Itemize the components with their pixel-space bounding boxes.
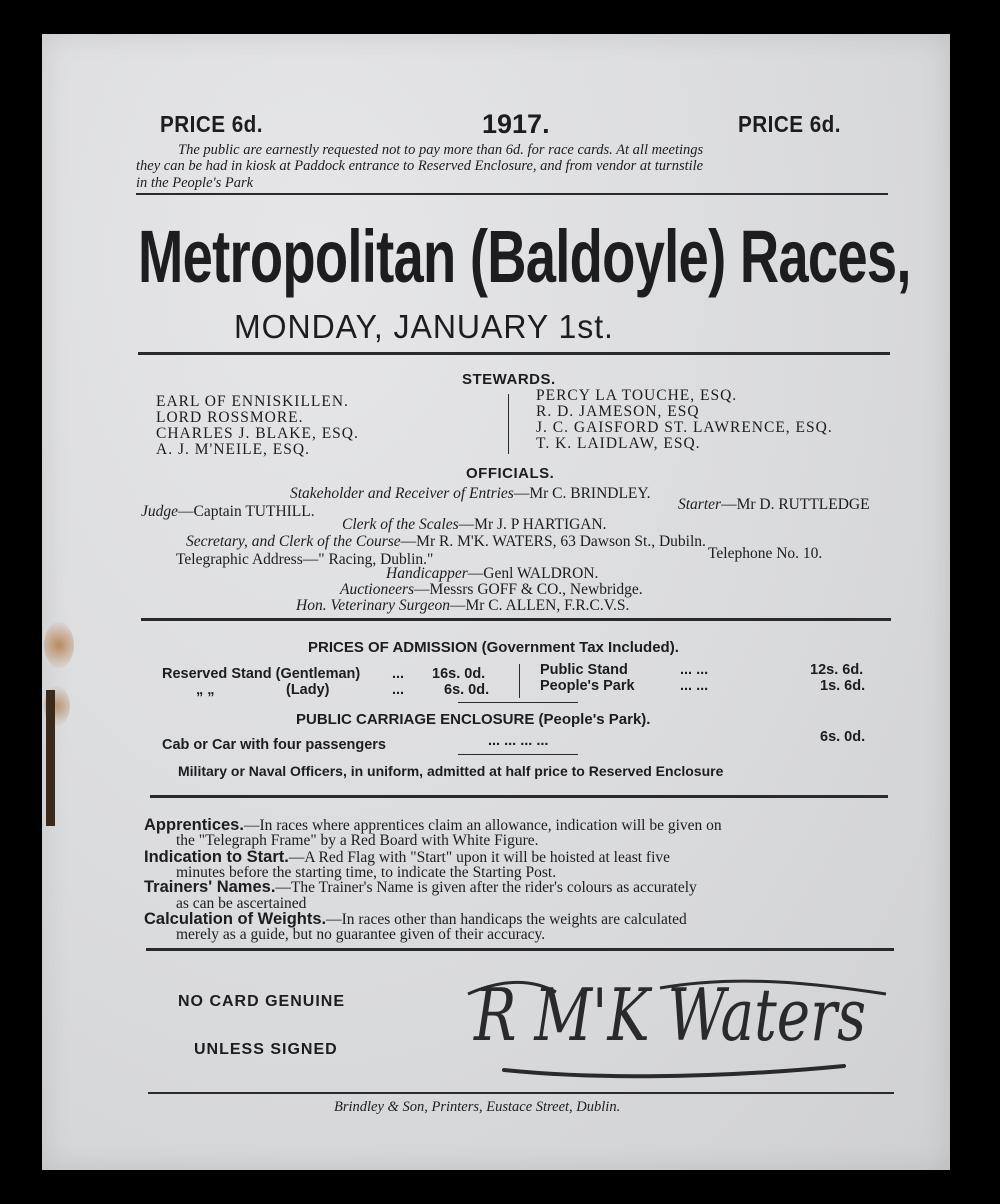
military-notice: Military or Naval Officers, in uniform, admitted at half price to Reserved Enclosure — [178, 763, 724, 779]
note-text: the "Telegraph Frame" by a Red Board with White Figure. — [176, 832, 539, 849]
note-label: Trainers' Names. — [144, 878, 276, 896]
steward-right: J. C. GAISFORD ST. LAWRENCE, ESQ. — [536, 419, 833, 436]
note-text: minutes before the starting time, to indicate the Starting Post. — [176, 864, 557, 881]
steward-right: T. K. LAIDLAW, ESQ. — [536, 435, 701, 452]
short-rule — [458, 702, 578, 703]
telephone: Telephone No. 10. — [708, 545, 823, 562]
official-secretary — [186, 534, 706, 550]
carriage-heading: PUBLIC CARRIAGE ENCLOSURE (People's Park). — [296, 711, 651, 728]
reserved-lady-price: 6s. 0d. — [444, 682, 490, 698]
steward-left: EARL OF ENNISKILLEN. — [156, 393, 349, 410]
public-stand-price: 12s. 6d. — [810, 662, 864, 678]
official-name: —Mr J. P HARTIGAN. — [458, 516, 607, 533]
unless-signed: UNLESS SIGNED — [194, 1041, 338, 1058]
telegraphic-address: Telegraphic Address—" Racing, Dublin." — [176, 551, 434, 568]
note-trainers — [144, 879, 697, 896]
printer-credit: Brindley & Son, Printers, Eustace Street, Dublin. — [334, 1099, 621, 1115]
official-role: Hon. Veterinary Surgeon — [296, 597, 450, 614]
note-text: as can be ascertained — [176, 895, 307, 912]
reserved-gentleman-price: 16s. 0d. — [432, 666, 486, 682]
cab-label: Cab or Car with four passengers — [162, 737, 386, 753]
divider — [136, 193, 888, 195]
steward-left: LORD ROSSMORE. — [156, 409, 304, 426]
dots: ... ... ... ... — [488, 733, 549, 749]
notice-line-2: they can be had in kiosk at Paddock entrance to Reserved Enclosure, and from vendor at turnstile — [136, 158, 704, 174]
dots: ... ... — [680, 678, 709, 694]
steward-left: CHARLES J. BLAKE, ESQ. — [156, 425, 359, 442]
steward-left: A. J. M'NEILE, ESQ. — [156, 441, 310, 458]
official-judge — [141, 504, 315, 520]
official-name: —Messrs GOFF & CO., Newbridge. — [414, 581, 643, 598]
steward-divider — [508, 394, 509, 454]
official-role: Handicapper — [386, 565, 468, 582]
torn-edge — [46, 690, 55, 826]
official-role: Starter — [678, 496, 722, 513]
dots: ... — [392, 682, 405, 698]
year: 1917. — [482, 109, 550, 139]
public-stand-label: Public Stand — [540, 662, 628, 678]
official-handicapper — [386, 566, 598, 582]
peoples-park-price: 1s. 6d. — [820, 678, 866, 694]
divider — [146, 948, 894, 951]
official-role: Clerk of the Scales — [342, 516, 459, 533]
official-name: —Mr D. RUTTLEDGE — [721, 496, 870, 513]
signature — [460, 966, 900, 1086]
race-date: MONDAY, JANUARY 1st. — [234, 308, 614, 345]
official-role: Secretary, and Clerk of the Course — [186, 533, 401, 550]
page-title: Metropolitan (Baldoyle) Races, — [138, 215, 911, 298]
admission-divider — [519, 664, 520, 698]
official-clerk — [342, 517, 607, 533]
note-text: —In races other than handicaps the weights are calculated — [326, 911, 687, 928]
divider — [138, 352, 890, 355]
price-left: PRICE 6d. — [160, 111, 263, 137]
dots: ... — [392, 666, 405, 682]
steward-right: PERCY LA TOUCHE, ESQ. — [536, 387, 738, 404]
price-right: PRICE 6d. — [738, 111, 841, 137]
official-role: Stakeholder and Receiver of Entries — [290, 485, 514, 502]
note-text: merely as a guide, but no guarantee given of their accuracy. — [176, 926, 546, 943]
note-text: —The Trainer's Name is given after the rider's colours as accurately — [275, 879, 697, 896]
note-label: Apprentices. — [144, 816, 244, 834]
dots: ... ... — [680, 662, 709, 678]
notice-line-1: The public are earnestly requested not to pay more than 6d. for race cards. At all meetings — [178, 142, 704, 158]
peoples-park-label: People's Park — [540, 678, 635, 694]
signature-image: R M'K Waters — [472, 973, 866, 1057]
official-name: —Mr C. BRINDLEY. — [513, 485, 651, 502]
official-name: —Mr C. ALLEN, F.R.C.V.S. — [449, 597, 630, 614]
stewards-heading: STEWARDS. — [462, 371, 556, 388]
note-label: Calculation of Weights. — [144, 910, 327, 928]
short-rule — [458, 754, 578, 755]
official-role: Auctioneers — [340, 581, 415, 598]
admission-heading: PRICES OF ADMISSION (Government Tax Included). — [308, 639, 679, 656]
official-name: —Genl WALDRON. — [467, 565, 599, 582]
cab-price: 6s. 0d. — [820, 729, 866, 745]
divider — [150, 795, 888, 798]
official-vet — [296, 598, 629, 614]
divider — [148, 1092, 894, 1094]
official-name: —Captain TUTHILL. — [178, 503, 315, 520]
note-label: Indication to Start. — [144, 848, 289, 866]
official-starter — [678, 497, 870, 513]
steward-right: R. D. JAMESON, ESQ — [536, 403, 700, 420]
official-auctioneers — [340, 582, 643, 598]
official-name: —Mr R. M'K. WATERS, 63 Dawson St., Dubiln. — [400, 533, 706, 550]
notice-line-3: in the People's Park — [136, 175, 254, 191]
ditto-marks: „ „ — [196, 682, 215, 698]
officials-heading: OFFICIALS. — [466, 465, 555, 482]
official-role: Judge — [141, 503, 179, 520]
official-stakeholder — [290, 486, 650, 502]
rust-stain — [44, 622, 74, 668]
note-text: —In races where apprentices claim an allowance, indication will be given on — [243, 817, 722, 834]
reserved-gentleman-label: Reserved Stand (Gentleman) — [162, 666, 361, 682]
divider — [141, 618, 891, 621]
reserved-lady-label: (Lady) — [286, 682, 330, 698]
note-text: —A Red Flag with "Start" upon it will be hoisted at least five — [288, 849, 671, 866]
no-card-genuine: NO CARD GENUINE — [178, 993, 346, 1010]
